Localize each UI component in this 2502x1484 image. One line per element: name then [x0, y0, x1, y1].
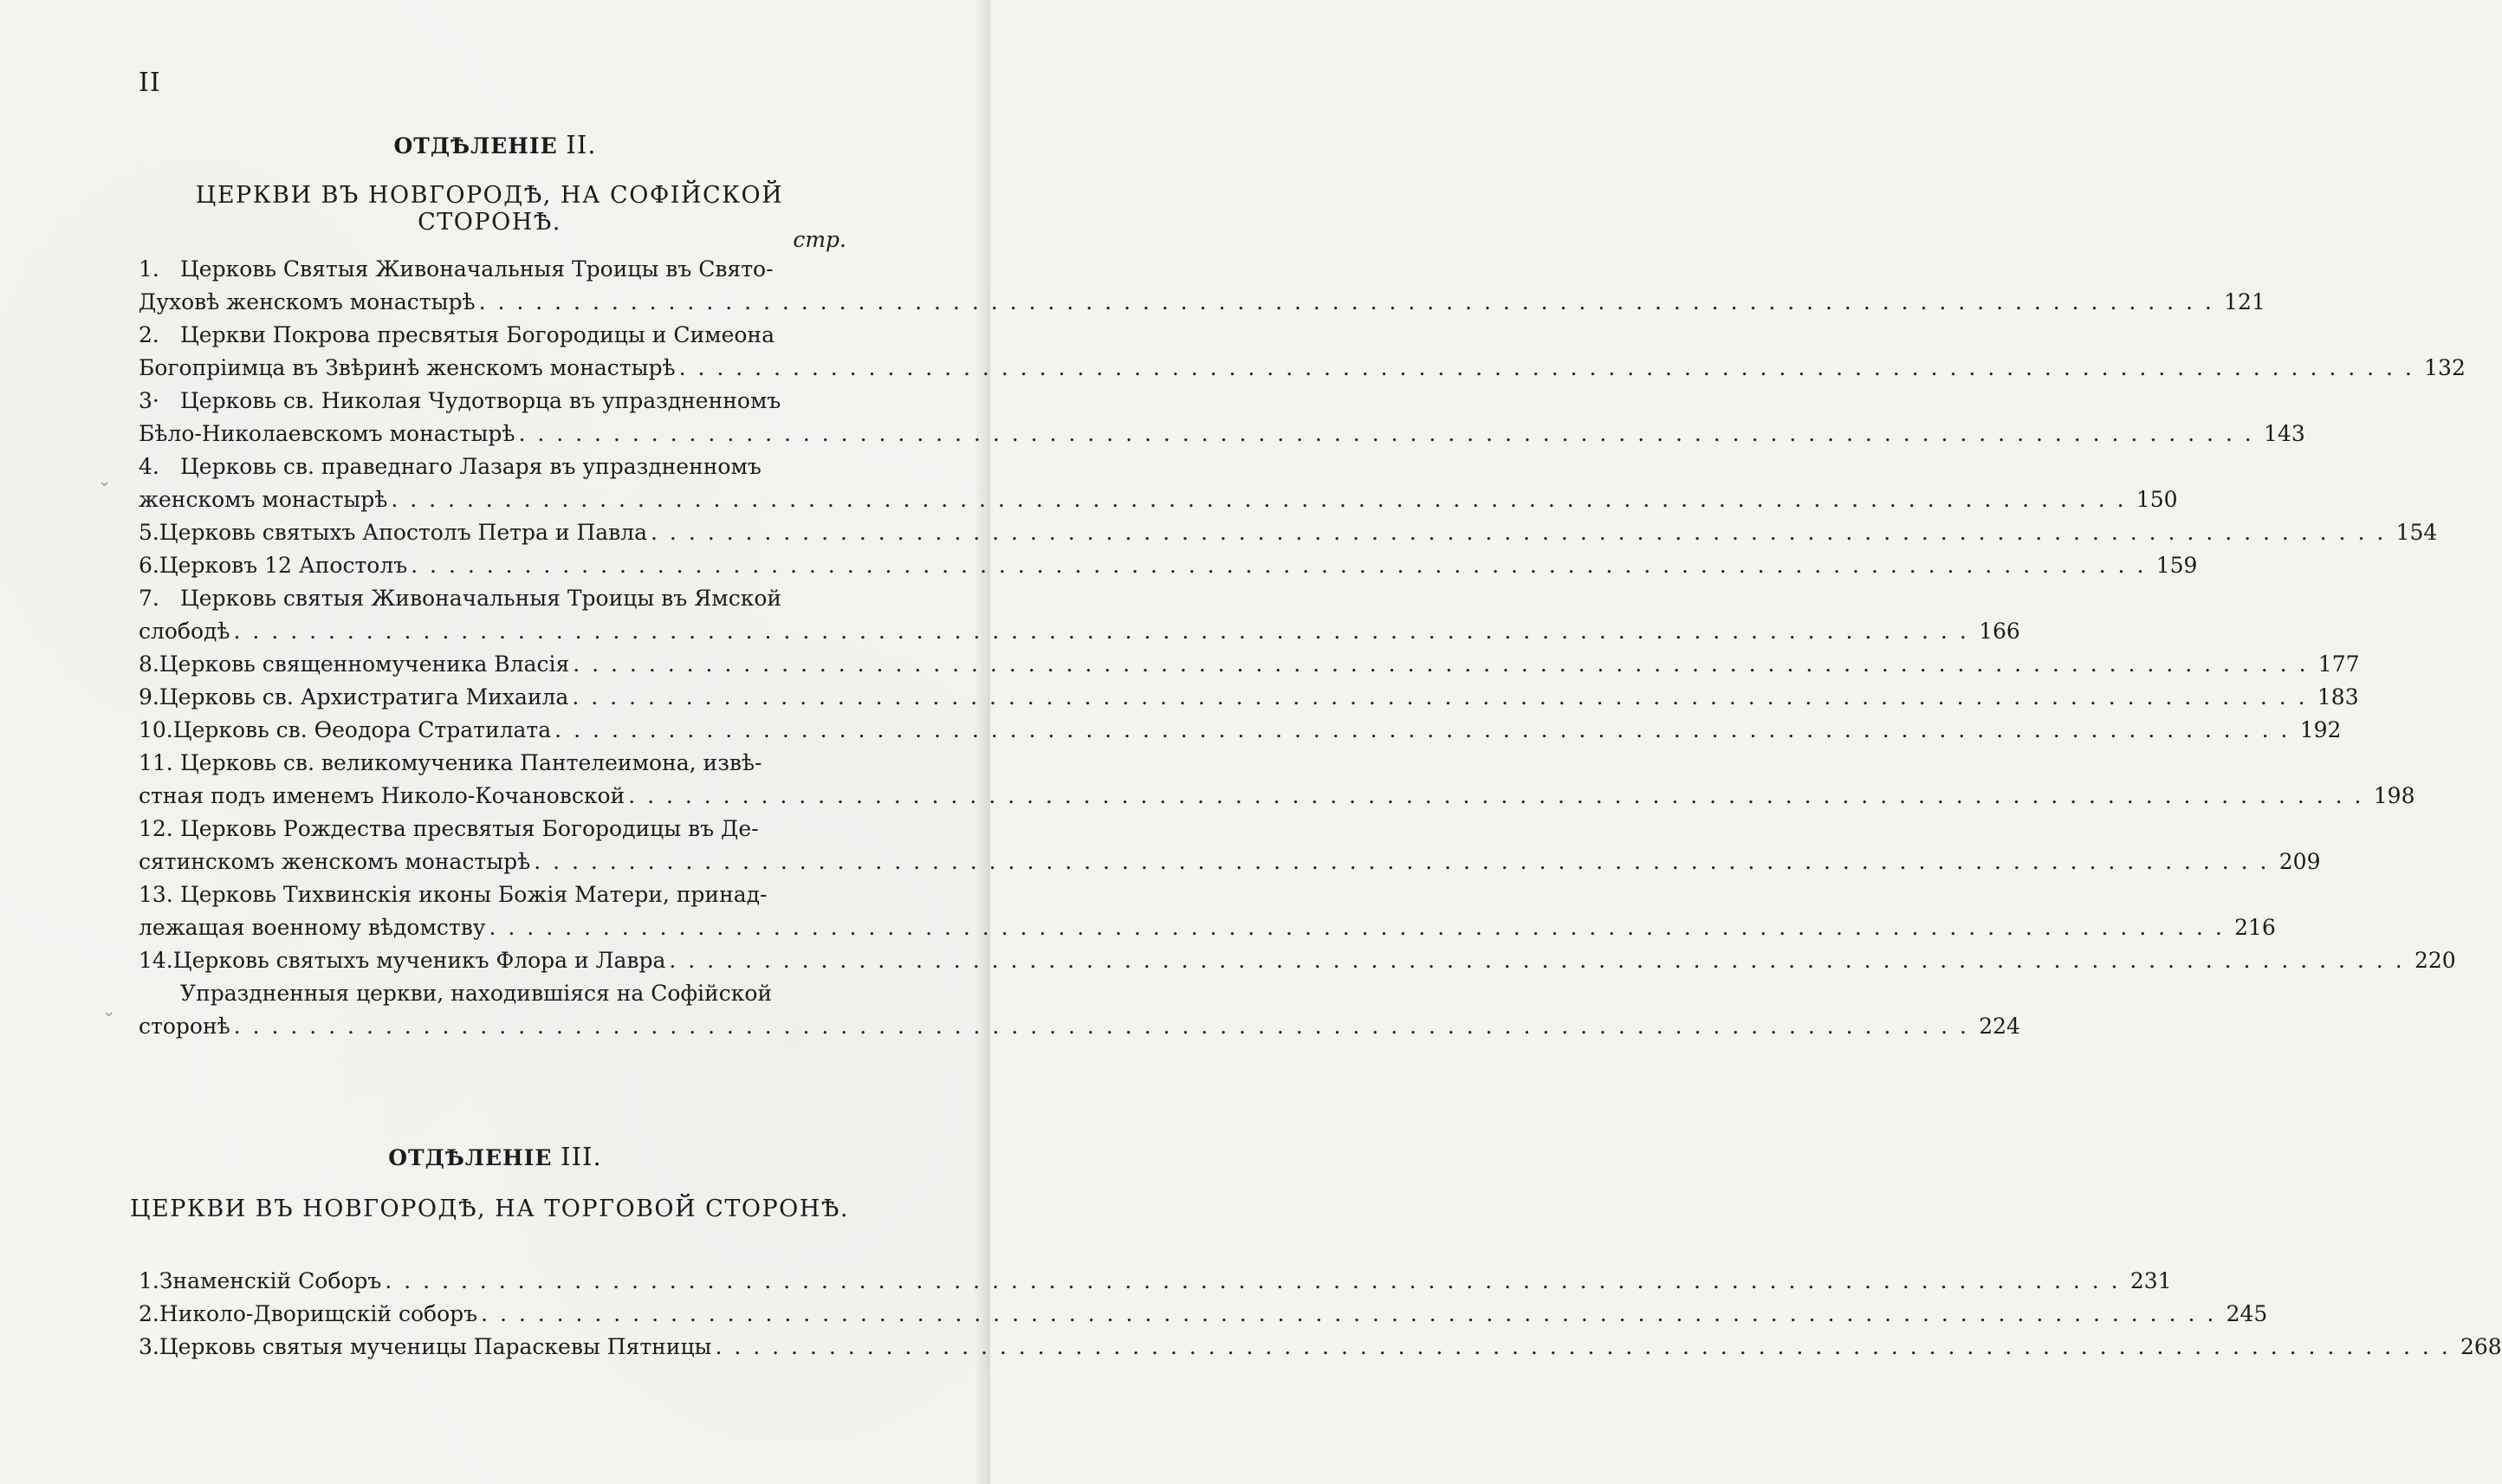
toc-entry-number: 14. — [139, 948, 173, 973]
toc-entry-line — [139, 487, 2178, 522]
toc-entry-line — [139, 717, 2342, 752]
dot-leader — [489, 915, 2222, 940]
dot-leader — [479, 289, 2212, 314]
toc-entry-line — [139, 1301, 2268, 1336]
toc-entry-text: Богопріимца въ Звѣринѣ женскомъ монастырѣ — [139, 355, 676, 380]
toc-entry-number: 2. — [139, 322, 159, 347]
toc-entry-line — [139, 783, 2415, 818]
dot-leader — [679, 355, 2412, 380]
toc-entry-text: Церковь св. великомученика Пантелеимона, извѣ- — [180, 750, 762, 775]
toc-entry-line — [139, 355, 2466, 390]
toc-entry-page: 192 — [2299, 717, 2342, 742]
toc-entry-number: 10. — [139, 717, 173, 742]
toc-entry-text: Церковь Святыя Живоначальныя Троицы въ Свято- — [180, 256, 774, 282]
dot-leader — [534, 849, 2266, 874]
dot-leader — [572, 684, 2304, 710]
toc-entry-number: 3· — [139, 388, 159, 413]
toc-entry-number: 12. — [139, 816, 173, 841]
toc-entry-page: 183 — [2317, 684, 2359, 710]
toc-entry-line — [139, 388, 849, 423]
toc-entry-line — [139, 520, 2438, 554]
toc-entry-line — [139, 750, 849, 785]
dot-leader — [481, 1301, 2214, 1326]
toc-entry-page: 166 — [1979, 619, 2020, 644]
toc-entry-line — [139, 981, 849, 1015]
toc-entry-text: Церковь святыя мученицы Параскевы Пятницы — [159, 1334, 712, 1359]
dot-leader — [411, 553, 2143, 578]
toc-entry-line — [139, 553, 2198, 587]
toc-entry-number: 1. — [139, 1268, 159, 1293]
dot-leader — [518, 421, 2251, 446]
page-column-label: стр. — [793, 227, 846, 252]
toc-entry-text: Церковь св. Архистратига Михаила — [159, 684, 569, 710]
toc-entry-text: Николо-Дворищскій соборъ — [159, 1301, 478, 1326]
toc-entry-text: сторонѣ — [139, 1014, 230, 1039]
toc-entry-number: 9. — [139, 684, 159, 710]
toc-entry-page: 231 — [2129, 1268, 2172, 1293]
toc-entry-number: 1. — [139, 256, 159, 282]
toc-entry-line — [139, 915, 2276, 949]
section-3-heading — [0, 1142, 990, 1171]
toc-entry-page: 159 — [2155, 553, 2198, 578]
dot-leader — [715, 1334, 2447, 1359]
toc-entry-line — [139, 619, 2020, 653]
toc-entry-number: 5. — [139, 520, 159, 545]
toc-entry-line — [139, 586, 849, 620]
dot-leader — [628, 783, 2361, 808]
toc-entry-line — [139, 651, 2360, 686]
section-3-numeral: III. — [561, 1142, 602, 1171]
toc-entry-text: Церковь св. Ѳеодора Стратилата — [172, 717, 552, 742]
toc-entry-number: 3. — [139, 1334, 159, 1359]
section-2-heading — [0, 130, 990, 159]
dot-leader — [391, 487, 2123, 512]
toc-entry-line — [139, 322, 849, 357]
toc-entry-text: сятинскомъ женскомъ монастырѣ — [139, 849, 531, 874]
section-2-title: ЦЕРКВИ ВЪ НОВГОРОДѢ, НА СОФІЙСКОЙ СТОРОНѢ. — [195, 182, 784, 236]
toc-entry-line — [139, 684, 2359, 719]
toc-entry-number: 8. — [139, 651, 159, 677]
toc-entry-line — [139, 849, 2321, 884]
toc-entry-page: 209 — [2278, 849, 2321, 874]
dot-leader — [573, 651, 2305, 677]
section-2-heading-word: ОТДѢЛЕНІЕ — [393, 133, 558, 159]
toc-entry-line — [139, 948, 2456, 982]
margin-tick-mark: ⌄ — [102, 1002, 116, 1021]
toc-entry-line — [139, 1014, 2020, 1048]
toc-entry-line — [139, 816, 849, 851]
toc-entry-line — [139, 421, 2305, 456]
toc-entry-page: 220 — [2414, 948, 2456, 973]
toc-entry-page: 216 — [2234, 915, 2276, 940]
toc-entry-line — [139, 256, 849, 291]
page-number: II — [139, 68, 161, 98]
toc-entry-number: 2. — [139, 1301, 159, 1326]
toc-entry-text: Упраздненныя церкви, находившіяся на Софійской — [180, 981, 773, 1006]
toc-entry-page: 224 — [1979, 1014, 2020, 1039]
toc-entry-text: Церковь священномученика Власія — [159, 651, 570, 677]
toc-entry-text: Духовѣ женскомъ монастырѣ — [139, 289, 476, 314]
toc-entry-text: Церковь святыхъ мученикъ Флора и Лавра — [172, 948, 666, 973]
toc-entry-text: Церковь св. Николая Чудотворца въ упраздненномъ — [180, 388, 781, 413]
toc-entry-number: 7. — [139, 586, 159, 611]
section-3-title: ЦЕРКВИ ВЪ НОВГОРОДѢ, НА ТОРГОВОЙ СТОРОНѢ. — [130, 1196, 849, 1222]
toc-entry-text: женскомъ монастырѣ — [139, 487, 388, 512]
margin-tick-mark: ⌄ — [98, 472, 112, 490]
toc-entry-text: Знаменскій Соборъ — [159, 1268, 382, 1293]
toc-entry-number: 4. — [139, 454, 159, 479]
toc-entry-line — [139, 1334, 2502, 1369]
toc-entry-text: Бѣло-Николаевскомъ монастырѣ — [139, 421, 515, 446]
toc-entry-page: 177 — [2317, 651, 2360, 677]
toc-entry-line — [139, 454, 849, 489]
toc-entry-page: 132 — [2424, 355, 2466, 380]
section-2-numeral: II. — [566, 130, 597, 159]
toc-entry-text: Церковь Тихвинскія иконы Божія Матери, принад- — [180, 882, 768, 907]
toc-entry-page: 150 — [2136, 487, 2178, 512]
toc-entry-text: Церковь святыхъ Апостолъ Петра и Павла — [159, 520, 648, 545]
toc-entry-text: стная подъ именемъ Николо-Кочановской — [139, 783, 626, 808]
dot-leader — [554, 717, 2287, 742]
dot-leader — [385, 1268, 2117, 1293]
toc-entry-text: Церкви Покрова пресвятыя Богородицы и Симеона — [180, 322, 775, 347]
toc-entry-text: Церковъ 12 Апостолъ — [159, 553, 408, 578]
dot-leader — [651, 520, 2383, 545]
toc-entry-number: 6. — [139, 553, 159, 578]
dot-leader — [234, 619, 1967, 644]
toc-entry-line — [139, 882, 849, 917]
toc-entry-text: слободѣ — [139, 619, 230, 644]
toc-entry-page: 143 — [2264, 421, 2305, 446]
toc-entry-page: 245 — [2226, 1301, 2268, 1326]
toc-entry-number: 13. — [139, 882, 173, 907]
toc-entry-line — [139, 289, 2265, 324]
toc-entry-text: Церковь Рождества пресвятыя Богородицы въ Де- — [180, 816, 759, 841]
toc-entry-page: 268 — [2460, 1334, 2502, 1359]
toc-entry-text: Церковь святыя Живоначальныя Троицы въ Ямской — [180, 586, 782, 611]
toc-entry-line — [139, 1268, 2172, 1303]
toc-entry-text: Церковь св. праведнаго Лазаря въ упраздненномъ — [180, 454, 762, 479]
toc-entry-number: 11. — [139, 750, 173, 775]
toc-entry-text: лежащая военному вѣдомству — [139, 915, 486, 940]
dot-leader — [234, 1014, 1967, 1039]
toc-entry-page: 154 — [2395, 520, 2438, 545]
dot-leader — [669, 948, 2402, 973]
toc-entry-page: 121 — [2224, 289, 2265, 314]
section-3-heading-word: ОТДѢЛЕНІЕ — [388, 1145, 553, 1170]
toc-entry-page: 198 — [2373, 783, 2415, 808]
